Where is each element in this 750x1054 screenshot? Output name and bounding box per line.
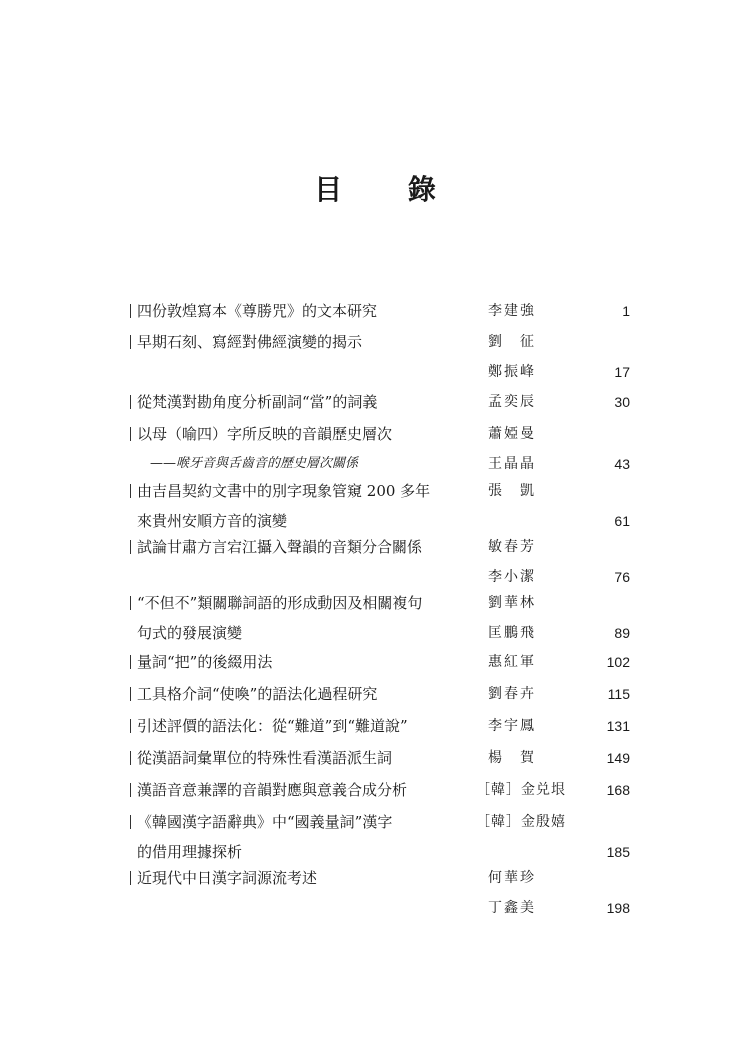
entry-subtitle: ——喉牙音與舌齒音的歷史層次關係 <box>150 456 359 471</box>
entry-title: 句式的發展演變 <box>137 624 243 642</box>
entry-author: 李宇鳳 <box>488 718 536 734</box>
entry-author: 劉 征 <box>488 334 536 350</box>
entry-title: 從梵漢對勘角度分析副詞“當”的詞義 <box>137 393 378 411</box>
entry-page-number: 131 <box>606 718 630 734</box>
entry-marker <box>130 335 131 349</box>
entry-page-number: 198 <box>606 900 630 916</box>
entry-title: 工具格介詞“使喚”的語法化過程研究 <box>137 685 378 703</box>
entry-author: 劉春卉 <box>488 686 536 702</box>
entry-author: 王晶晶 <box>488 456 536 472</box>
entry-title: 的借用理據探析 <box>137 843 243 861</box>
entry-marker <box>130 751 131 765</box>
entry-marker <box>130 484 131 498</box>
entry-title: 早期石刻、寫經對佛經演變的揭示 <box>137 333 363 351</box>
entry-marker <box>130 540 131 554</box>
entry-title: 引述評價的語法化：從“難道”到“難道說” <box>137 717 408 735</box>
entry-title: 由吉昌契約文書中的別字現象管窺 200 多年 <box>137 482 431 500</box>
entry-title: “不但不”類關聯詞語的形成動因及相關複句 <box>137 594 423 612</box>
entry-author: 張 凱 <box>488 483 536 499</box>
entry-author: 楊 賀 <box>488 750 536 766</box>
entry-author: 丁鑫美 <box>488 900 536 916</box>
entry-title: 試論甘肅方言宕江攝入聲韻的音類分合關係 <box>137 538 423 556</box>
entry-author: ［韓］金兑垠 <box>476 782 566 798</box>
entry-page-number: 61 <box>614 513 630 529</box>
entry-page-number: 17 <box>614 364 630 380</box>
entry-title: 來貴州安順方音的演變 <box>137 512 288 530</box>
entry-author: 孟奕辰 <box>488 394 536 410</box>
entry-title: 《韓國漢字語辭典》中“國義量詞”漢字 <box>137 813 393 831</box>
entry-page-number: 30 <box>614 394 630 410</box>
entry-title: 四份敦煌寫本《尊勝咒》的文本研究 <box>137 302 378 320</box>
entry-marker <box>130 304 131 318</box>
entry-marker <box>130 427 131 441</box>
entry-author: 何華珍 <box>488 870 536 886</box>
entry-page-number: 89 <box>614 625 630 641</box>
entry-marker <box>130 687 131 701</box>
entry-marker <box>130 395 131 409</box>
entry-page-number: 76 <box>614 569 630 585</box>
entry-title: 從漢語詞彙單位的特殊性看漢語派生詞 <box>137 749 393 767</box>
entry-author: 蕭婭曼 <box>488 426 536 442</box>
entry-page-number: 149 <box>606 750 630 766</box>
entry-title: 量詞“把”的後綴用法 <box>137 653 273 671</box>
entry-page-number: 102 <box>606 654 630 670</box>
entry-page-number: 43 <box>614 456 630 472</box>
entry-page-number: 1 <box>622 303 630 319</box>
entry-author: 惠紅軍 <box>488 654 536 670</box>
entry-author: 鄭振峰 <box>488 364 536 380</box>
entry-page-number: 185 <box>606 844 630 860</box>
entry-marker <box>130 719 131 733</box>
entry-title: 漢語音意兼譯的音韻對應與意義合成分析 <box>137 781 408 799</box>
entry-marker <box>130 871 131 885</box>
entry-author: ［韓］金殷嬉 <box>476 814 566 830</box>
entry-marker <box>130 655 131 669</box>
entry-author: 匡鵬飛 <box>488 625 536 641</box>
entry-page-number: 168 <box>606 782 630 798</box>
entry-title: 以母（喻四）字所反映的音韻歷史層次 <box>137 425 393 443</box>
entry-author: 敏春芳 <box>488 539 536 555</box>
entry-author: 李建強 <box>488 303 536 319</box>
entry-marker <box>130 596 131 610</box>
entry-author: 李小潔 <box>488 569 536 585</box>
entry-marker <box>130 783 131 797</box>
page-title: 目 錄 <box>314 173 464 206</box>
entry-marker <box>130 815 131 829</box>
entry-author: 劉華林 <box>488 595 536 611</box>
entry-title: 近現代中日漢字詞源流考述 <box>137 869 318 887</box>
entry-page-number: 115 <box>607 686 630 702</box>
